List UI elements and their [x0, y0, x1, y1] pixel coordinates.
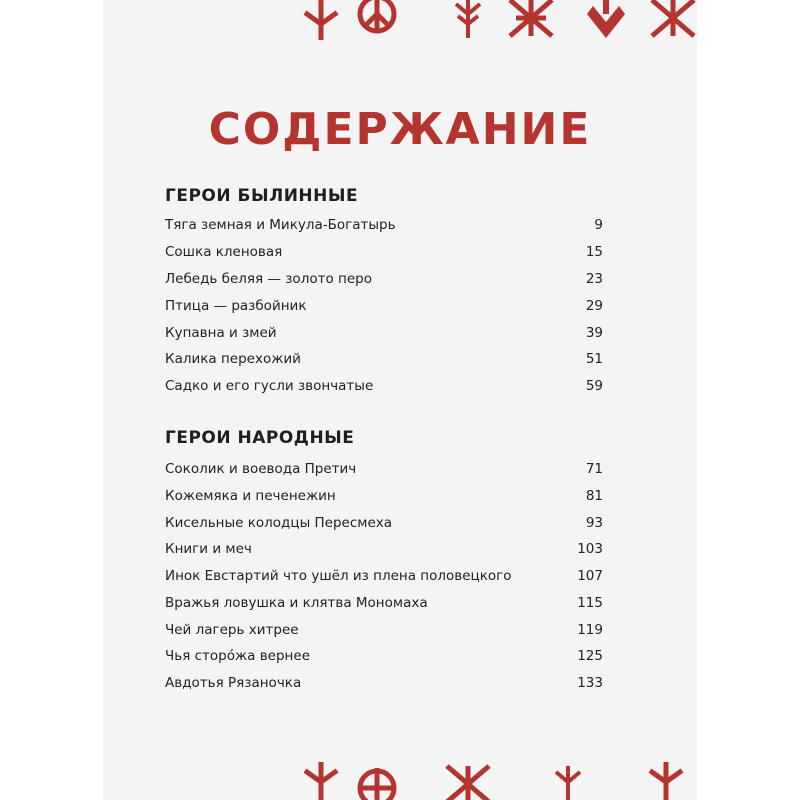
toc-entry[interactable]: [165, 271, 603, 293]
toc-entry-page: 93: [585, 515, 603, 531]
toc-entry[interactable]: [165, 648, 603, 670]
tree-ornament-icon: [553, 762, 583, 800]
toc-entry[interactable]: [165, 541, 603, 563]
sun-cross-ornament-icon: [355, 762, 399, 800]
toc-entry-title: Тяга земная и Микула-Богатырь: [165, 217, 396, 233]
book-page: [103, 0, 697, 800]
toc-entry-page: 133: [577, 675, 603, 691]
toc-entry[interactable]: [165, 244, 603, 266]
section-title: ГЕРОИ НАРОДНЫЕ: [165, 428, 355, 448]
toc-entry-page: 125: [577, 648, 603, 664]
toc-entry-title: Кисельные колодцы Пересмеха: [165, 515, 393, 531]
toc-entry-page: 29: [585, 298, 603, 314]
toc-entry-title: Калика перехожий: [165, 351, 301, 367]
toc-entry-title: Авдотья Рязаночка: [165, 675, 302, 691]
toc-entry-page: 15: [585, 244, 603, 260]
rune-ornament-icon: [648, 762, 684, 800]
toc-entry-title: Птица — разбойник: [165, 298, 307, 314]
toc-entry-title: Инок Евстартий что ушёл из плена половецкого: [165, 568, 512, 584]
toc-entry[interactable]: [165, 351, 603, 373]
toc-entry-title: Чей лагерь хитрее: [165, 622, 299, 638]
toc-entry-title: Лебедь беляя — золото перо: [165, 271, 372, 287]
toc-entry-title: Садко и его гусли звончатые: [165, 378, 374, 394]
bottom-ornament-band: [103, 756, 697, 800]
toc-entry[interactable]: [165, 488, 603, 510]
toc-entry-page: 51: [585, 351, 603, 367]
toc-entry-title: Чья сторо́жа вернее: [165, 648, 310, 664]
top-ornament-band: [103, 0, 697, 44]
section-title: ГЕРОИ БЫЛИННЫЕ: [165, 186, 359, 206]
toc-entry-page: 39: [585, 325, 603, 341]
lattice-ornament-icon: [506, 0, 556, 40]
leaf-ornament-icon: [583, 0, 629, 40]
toc-entry-page: 115: [577, 595, 603, 611]
toc-entry[interactable]: [165, 298, 603, 320]
toc-entry-title: Сошка кленовая: [165, 244, 283, 260]
toc-entry-title: Вражья ловушка и клятва Мономаха: [165, 595, 428, 611]
toc-entry[interactable]: [165, 325, 603, 347]
toc-entry-page: 59: [585, 378, 603, 394]
toc-entry[interactable]: [165, 461, 603, 483]
toc-entry-page: 103: [577, 541, 603, 557]
toc-entry[interactable]: [165, 515, 603, 537]
toc-entry-title: Купавна и змей: [165, 325, 277, 341]
toc-entry[interactable]: [165, 622, 603, 644]
toc-entry-page: 23: [585, 271, 603, 287]
toc-entry-page: 9: [594, 217, 603, 233]
tree-ornament-icon: [453, 0, 483, 40]
toc-entry[interactable]: [165, 217, 603, 239]
toc-entry[interactable]: [165, 675, 603, 697]
lattice-ornament-icon: [443, 762, 493, 800]
toc-entry[interactable]: [165, 568, 603, 590]
toc-entry-title: Кожемяка и печенежин: [165, 488, 336, 504]
toc-entry[interactable]: [165, 378, 603, 400]
page-title: СОДЕРЖАНИЕ: [208, 104, 592, 155]
toc-entry-page: 119: [577, 622, 603, 638]
lattice-ornament-icon: [648, 0, 697, 40]
rune-ornament-icon: [303, 0, 339, 40]
toc-entry-page: 71: [585, 461, 603, 477]
toc-entry-page: 107: [577, 568, 603, 584]
toc-entry-title: Книги и меч: [165, 541, 252, 557]
toc-entry[interactable]: [165, 595, 603, 617]
sun-cross-ornament-icon: [355, 0, 399, 40]
rune-ornament-icon: [303, 762, 339, 800]
toc-entry-page: 81: [585, 488, 603, 504]
toc-entry-title: Соколик и воевода Претич: [165, 461, 357, 477]
